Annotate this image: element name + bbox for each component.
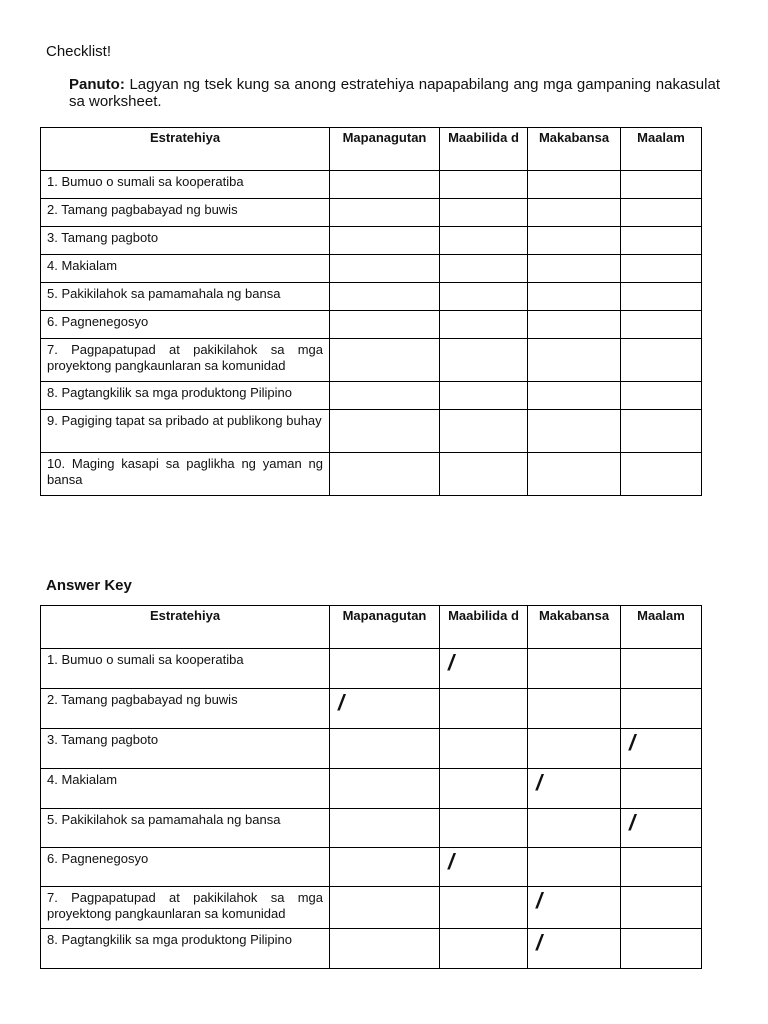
table-row [41,255,702,283]
check-cell [528,649,621,689]
table-row [41,809,702,848]
strategy-cell: 5. Pakikilahok sa pamamahala ng bansa [41,283,330,311]
strategy-cell: 8. Pagtangkilik sa mga produktong Pilipino [41,382,330,410]
check-cell [330,649,440,689]
answer-header-row [41,606,702,649]
check-cell [621,929,702,969]
strategy-cell: 1. Bumuo o sumali sa kooperatiba [41,649,330,689]
check-cell [621,649,702,689]
table-row [41,453,702,496]
check-cell [330,171,440,199]
check-cell [440,382,528,410]
check-cell [330,887,440,929]
check-cell [528,929,621,969]
check-mark: / [338,690,345,715]
check-cell [440,311,528,339]
table-row [41,283,702,311]
strategy-cell: 2. Tamang pagbabayad ng buwis [41,689,330,729]
strategy-cell: 5. Pakikilahok sa pamamahala ng bansa [41,809,330,848]
check-cell [440,410,528,453]
check-cell [330,453,440,496]
check-cell [440,453,528,496]
check-cell [330,339,440,382]
check-cell [440,649,528,689]
check-mark: / [448,849,455,874]
check-cell [621,809,702,848]
strategy-cell: 3. Tamang pagboto [41,729,330,769]
check-cell [528,382,621,410]
table-row [41,729,702,769]
header-estratehiya: Estratehiya [41,606,330,649]
check-cell [440,729,528,769]
header-estratehiya: Estratehiya [41,128,330,171]
check-cell [330,227,440,255]
check-cell [440,255,528,283]
strategy-cell: 8. Pagtangkilik sa mga produktong Pilipino [41,929,330,969]
strategy-cell: 6. Pagnenegosyo [41,311,330,339]
check-cell [621,689,702,729]
strategy-cell: 9. Pagiging tapat sa pribado at publikong buhay [41,410,330,453]
check-mark: / [536,770,543,795]
table-row [41,848,702,887]
table-row [41,339,702,382]
table-row [41,382,702,410]
page-heading: Checklist! [46,43,112,60]
table-row [41,929,702,969]
answer-body [41,649,702,969]
check-mark: / [629,730,636,755]
check-cell [330,689,440,729]
check-mark: / [536,888,543,913]
check-cell [440,283,528,311]
instructions-label: Panuto: [69,76,125,93]
check-cell [440,689,528,729]
header-mapanagutan: Mapanagutan [330,128,440,171]
table-row [41,769,702,809]
check-cell [330,382,440,410]
table-row [41,649,702,689]
table-row [41,311,702,339]
check-cell [440,199,528,227]
check-cell [528,887,621,929]
header-maabilidad: Maabilida d [440,128,528,171]
check-cell [440,227,528,255]
check-cell [621,283,702,311]
strategy-cell: 4. Makialam [41,255,330,283]
check-mark: / [536,930,543,955]
instructions [69,76,720,110]
check-cell [528,339,621,382]
check-cell [440,848,528,887]
instructions-text: Lagyan ng tsek kung sa anong estratehiya napapabilang ang mga gampaning nakasulat sa worksheet. [69,76,720,110]
check-cell [528,809,621,848]
check-cell [440,809,528,848]
check-cell [330,255,440,283]
header-mapanagutan: Mapanagutan [330,606,440,649]
check-cell [621,729,702,769]
check-cell [621,410,702,453]
check-cell [440,929,528,969]
table-row [41,410,702,453]
check-cell [528,689,621,729]
check-cell [330,809,440,848]
check-cell [330,929,440,969]
check-cell [528,769,621,809]
check-cell [528,848,621,887]
check-cell [528,283,621,311]
strategy-cell: 7. Pagpapatupad at pakikilahok sa mga proyektong pangkaunlaran sa komunidad [41,887,330,929]
check-mark: / [448,650,455,675]
check-cell [621,848,702,887]
checklist-header-row [41,128,702,171]
check-cell [528,255,621,283]
checklist-table [40,127,702,496]
strategy-cell: 2. Tamang pagbabayad ng buwis [41,199,330,227]
check-cell [440,171,528,199]
check-cell [621,199,702,227]
check-cell [621,227,702,255]
check-cell [621,311,702,339]
check-cell [330,283,440,311]
check-cell [440,769,528,809]
table-row [41,171,702,199]
check-cell [330,199,440,227]
check-cell [621,339,702,382]
header-makabansa: Makabansa [528,128,621,171]
strategy-cell: 3. Tamang pagboto [41,227,330,255]
check-cell [621,769,702,809]
check-cell [621,171,702,199]
header-makabansa: Makabansa [528,606,621,649]
check-cell [528,410,621,453]
strategy-cell: 1. Bumuo o sumali sa kooperatiba [41,171,330,199]
answer-key-table [40,605,702,969]
check-cell [528,171,621,199]
check-cell [330,729,440,769]
check-cell [330,311,440,339]
check-cell [440,339,528,382]
header-maalam: Maalam [621,606,702,649]
header-maabilidad: Maabilida d [440,606,528,649]
check-cell [528,227,621,255]
header-maalam: Maalam [621,128,702,171]
strategy-cell: 7. Pagpapatupad at pakikilahok sa mga proyektong pangkaunlaran sa komunidad [41,339,330,382]
table-row [41,199,702,227]
check-cell [621,453,702,496]
check-cell [621,382,702,410]
check-cell [621,887,702,929]
check-cell [528,199,621,227]
check-cell [621,255,702,283]
check-cell [528,311,621,339]
table-row [41,887,702,929]
check-cell [440,887,528,929]
answer-key-title: Answer Key [46,577,132,594]
strategy-cell: 4. Makialam [41,769,330,809]
check-cell [528,453,621,496]
check-cell [330,848,440,887]
table-row [41,689,702,729]
check-mark: / [629,810,636,835]
table-row [41,227,702,255]
check-cell [330,769,440,809]
check-cell [528,729,621,769]
strategy-cell: 6. Pagnenegosyo [41,848,330,887]
strategy-cell: 10. Maging kasapi sa paglikha ng yaman ng bansa [41,453,330,496]
checklist-body [41,171,702,496]
check-cell [330,410,440,453]
